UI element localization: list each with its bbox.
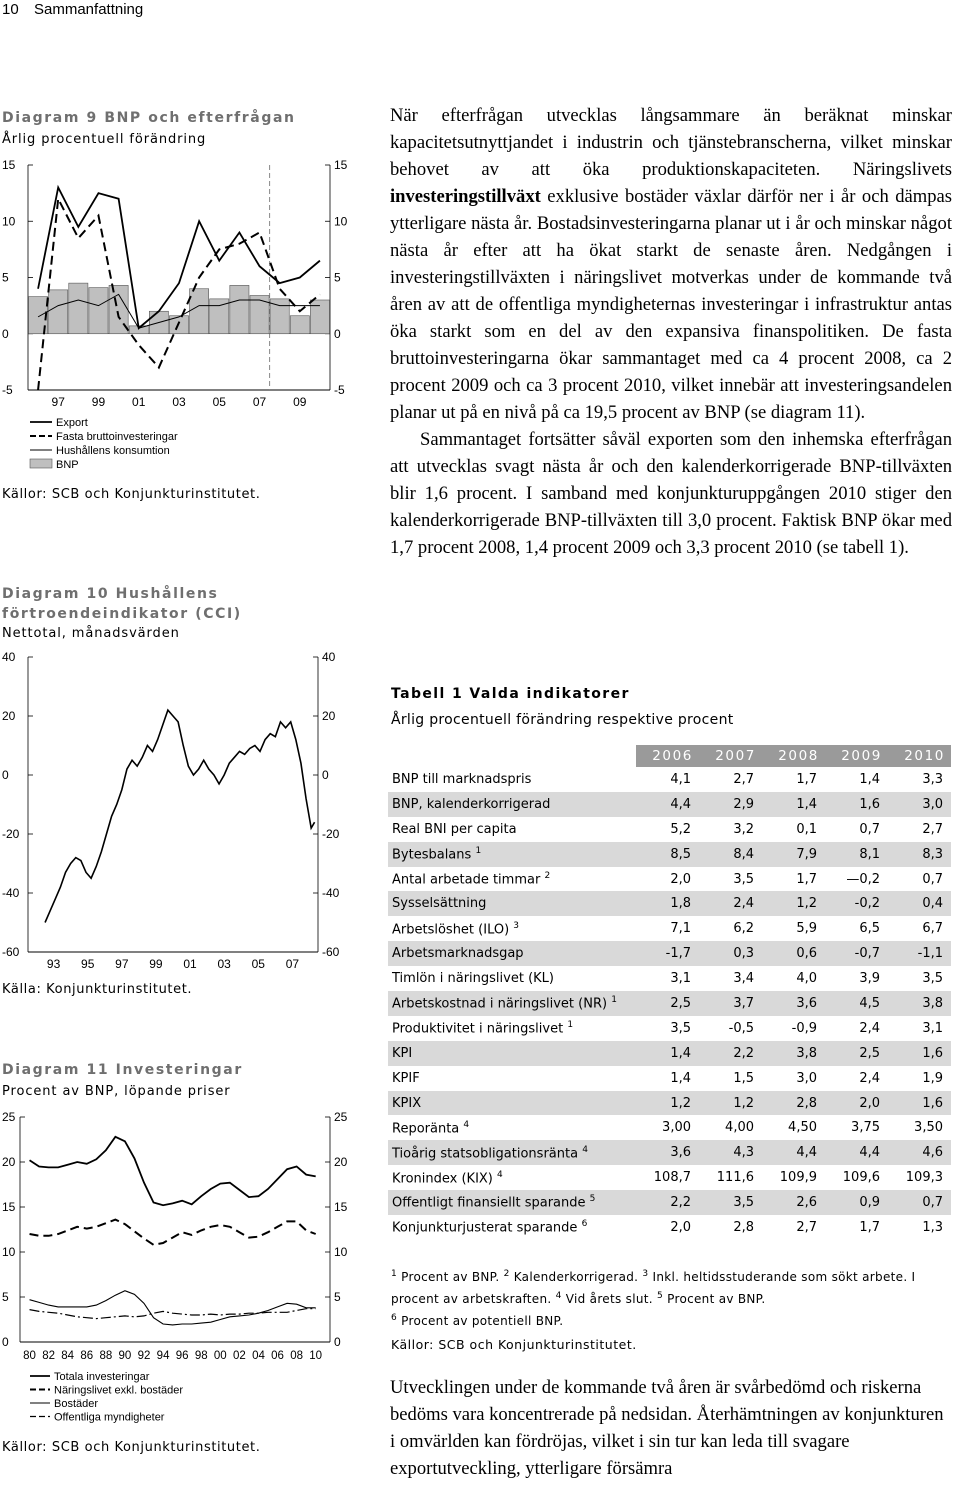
table-cell: 0,7 [859,821,880,837]
x-tick-label: 02 [232,1350,246,1362]
footnote-text: Procent av BNP. [397,1270,504,1284]
row-label [388,792,636,817]
table-cell: 8,5 [636,842,699,867]
row-label-text: KPIF [392,1070,420,1086]
row-label [388,1091,636,1116]
row-label [388,891,636,916]
table-cell: 2,5 [636,991,699,1016]
table-cell: 7,9 [762,842,825,867]
row-footnote-marker: 6 [581,1219,588,1230]
table-cell: 3,5 [922,971,943,987]
legend-label: Fasta bruttoinvesteringar [56,431,178,443]
table-cell: -0,5 [728,1020,754,1036]
y-tick-label-right: -60 [322,945,340,959]
closing-paragraph [390,1374,950,1482]
x-tick-label: 08 [290,1350,304,1362]
table-cell: 3,8 [888,991,951,1016]
table-cell: 4,00 [725,1120,754,1136]
table-cell: 4,4 [636,792,699,817]
body-paragraph-1 [390,102,952,426]
row-label-text: Sysselsättning [392,896,487,912]
table-cell: 3,50 [914,1120,943,1136]
table-cell: 0,9 [825,1190,888,1215]
bnp-bar [69,283,88,334]
bnp-bar [230,285,249,333]
table-cell: 1,6 [825,792,888,817]
investment-line [30,1220,316,1245]
table-cell: 2,8 [762,1091,825,1116]
table-row [388,842,951,867]
row-footnote-marker: 4 [582,1144,588,1155]
diagram11-subtitle: Procent av BNP, löpande priser [2,1084,231,1099]
diagram11-title: Diagram 11 Investeringar [2,1062,243,1078]
y-tick-label-right: 25 [334,1110,348,1124]
row-footnote-marker: 4 [463,1119,470,1130]
table-cell: 111,6 [716,1170,754,1186]
x-tick-label: 90 [118,1350,132,1362]
table-cell: 2,9 [699,792,762,817]
row-label-text: Produktivitet i näringslivet [392,1021,564,1037]
row-label-text: Konjunkturjusterat sparande [392,1220,578,1236]
table-cell: 109,9 [779,1170,817,1186]
table-cell: 1,2 [699,1091,762,1116]
row-label [388,916,636,941]
table-cell: 4,3 [699,1140,762,1165]
table-cell: 2,0 [670,1219,691,1235]
section-title: Sammanfattning [34,1,144,18]
x-tick-label: 86 [80,1350,94,1362]
table-cell: 1,6 [888,1041,951,1066]
y-tick-label-left: 5 [2,270,9,285]
table-row [388,991,951,1016]
table-cell: 2,4 [699,891,762,916]
y-tick-label-left: 15 [2,1200,16,1214]
table-cell: 2,4 [859,1020,880,1036]
table-header-blank [388,745,636,767]
table-cell: 2,6 [762,1190,825,1215]
y-tick-label-right: 0 [322,768,329,782]
table-cell: 4,6 [888,1140,951,1165]
y-tick-label-right: -5 [334,383,345,397]
row-label-text: KPIX [392,1095,422,1111]
y-tick-label-left: 0 [2,326,9,341]
table-cell: 0,1 [796,821,817,837]
table-cell: 0,3 [699,941,762,966]
legend-label: Näringslivet exkl. bostäder [54,1384,184,1397]
x-tick-label: 06 [271,1350,284,1362]
row-footnote-marker: 2 [544,870,551,881]
bnp-bar [290,316,309,334]
x-tick-label: 95 [81,957,95,971]
table-row [388,867,951,892]
x-tick-label: 99 [91,395,106,409]
x-tick-label: 88 [99,1350,113,1362]
x-tick-label: 99 [149,957,163,971]
x-tick-label: 01 [132,395,146,409]
table-cell: 3,6 [636,1140,699,1165]
body-paragraph-1-part-c: exklusive bostäder växlar därför ner i år och dämpas ytterligare nästa år. Bostadsinvesteringarna planar ut i år och minskar något nästa år efter att ha ökat starkt de senaste åren. Nedgången i investeringstillväxten i näringslivet motverkas under de kommande två åren av att de offentliga myndigheternas investeringar i infrastruktur antas öka starkt som en del av den expansiva finanspolitiken. De fasta bruttoinvesteringarna ökar sammantaget med ca 4 procent 2008, ca 2 procent 2009 och ca 3 procent 2010, vilket innebär att investeringsandelen planar ut på en nivå på ca 19,5 procent av BNP (se diagram 11). [390,186,952,423]
x-tick-label: 97 [115,957,129,971]
row-footnote-marker: 1 [611,995,617,1006]
table-cell: 4,1 [670,771,691,787]
x-tick-label: 07 [252,395,267,409]
x-tick-label: 01 [183,957,197,971]
table1-source: Källor: SCB och Konjunkturinstitutet. [391,1337,637,1352]
x-tick-label: 05 [251,957,265,971]
table-cell: 1,2 [636,1091,699,1116]
row-label [388,767,636,792]
cci-line [45,710,315,922]
table-cell: 2,0 [670,871,691,887]
table-cell: -1,1 [888,941,951,966]
table-cell: 8,1 [825,842,888,867]
diagram9-chart [0,150,360,480]
table-header-year: 2010 [888,745,951,767]
table-cell: 1,7 [796,871,817,887]
x-tick-label: 04 [252,1350,265,1362]
table-cell: 2,7 [922,821,943,837]
table-cell: 6,7 [922,921,943,937]
bnp-bar [310,300,329,334]
row-label [388,842,636,867]
table-cell: 1,5 [733,1070,754,1086]
table-cell: 1,4 [670,1070,691,1086]
y-tick-label-right: 0 [334,326,341,341]
footnote-marker: 5 [657,1291,664,1301]
footnote-text: Procent av potentiell BNP. [397,1314,564,1328]
row-label-text: Tioårig statsobligationsränta [392,1145,579,1161]
table-row [388,1215,951,1240]
x-tick-label: 03 [217,957,231,971]
table-cell: 4,0 [796,971,817,987]
row-label [388,991,636,1016]
table-cell: 2,7 [796,1219,817,1235]
footnote-marker: 3 [642,1269,649,1279]
y-tick-label-left: 5 [2,1290,9,1304]
table-header-year: 2006 [636,745,699,767]
table-cell: 1,4 [762,792,825,817]
bnp-bar [49,290,68,334]
y-tick-label-right: 15 [334,1200,348,1214]
row-footnote-marker: 3 [513,920,520,931]
y-tick-label-left: 25 [2,1110,16,1124]
legend-label: Offentliga myndigheter [54,1411,165,1424]
table-cell: 2,8 [733,1219,754,1235]
row-label-text: Kronindex (KIX) [392,1170,493,1186]
table-cell: 2,4 [859,1070,880,1086]
diagram9-source: Källor: SCB och Konjunkturinstitutet. [2,487,261,502]
diagram9-title: Diagram 9 BNP och efterfrågan [2,110,296,126]
table-row [388,1115,951,1140]
footnote-marker: 6 [391,1313,398,1323]
page-number: 10 [2,1,19,18]
table-cell: 1,2 [762,891,825,916]
x-tick-label: 00 [213,1350,227,1362]
table-cell: 3,75 [851,1120,880,1136]
table-cell: 7,1 [670,921,691,937]
table-cell: 3,0 [796,1070,817,1086]
y-tick-label-left: -40 [2,886,20,900]
table-cell: 109,3 [905,1170,943,1186]
diagram11-chart [0,1105,360,1430]
table-cell: 109,6 [842,1170,880,1186]
row-footnote-marker: 1 [567,1020,574,1031]
table-cell: 5,2 [670,821,691,837]
body-keyword: investeringstillväxt [390,186,541,207]
bnp-bar [89,288,108,334]
table-cell: -0,9 [791,1020,817,1036]
table-cell: 1,8 [636,891,699,916]
legend-swatch-bar [30,459,52,468]
table-row [388,941,951,966]
table-row [388,767,951,792]
row-label-text: Arbetsmarknadsgap [392,946,524,962]
table-cell: 1,9 [922,1070,943,1086]
row-label-text: Antal arbetade timmar [392,872,541,888]
y-tick-label-left: 10 [2,214,16,229]
table-cell: 3,4 [733,971,754,987]
table-cell: —0,2 [846,871,880,887]
table-row [388,1041,951,1066]
x-tick-label: 10 [309,1350,323,1362]
table-cell: 3,5 [733,871,754,887]
row-label [388,867,636,892]
table-row [388,1016,951,1041]
row-footnote-marker: 4 [497,1169,503,1180]
footnote-marker: 1 [391,1269,398,1279]
y-tick-label-left: 40 [2,650,16,664]
closing-paragraph-text: Utvecklingen under de kommande två åren är svårbedömd och riskerna bedöms vara koncentrerade på nedsidan. Återhämtningen av konjunkturen i omvärlden kan fördröjas, vilket i sin tur kan leda till svagare exportutveckling, ytterligare försämra [390,1377,944,1479]
row-label-text: BNP, kalenderkorrigerad [392,796,551,812]
row-label-text: Timlön i näringslivet (KL) [392,971,554,987]
diagram9-subtitle: Årlig procentuell förändring [2,132,207,147]
x-tick-label: 93 [46,957,61,971]
y-tick-label-left: -60 [2,945,20,959]
row-label-text: Bytesbalans [392,847,472,863]
body-text [390,102,952,561]
x-tick-label: 09 [293,395,307,409]
y-tick-label-right: -40 [322,886,340,900]
y-tick-label-left: 10 [2,1245,16,1259]
table-cell: 2,2 [636,1190,699,1215]
table-cell: 0,7 [888,1190,951,1215]
footnote-marker: 2 [503,1269,510,1279]
table-row [388,1165,951,1190]
indicator-table [388,745,951,1240]
x-tick-label: 96 [175,1350,189,1362]
row-label-text: Arbetslöshet (ILO) [392,921,510,937]
table-row [388,1091,951,1116]
row-label-text: Reporänta [392,1121,460,1137]
table-cell: -0,7 [825,941,888,966]
diagram10-chart [0,645,360,975]
table-cell: -1,7 [636,941,699,966]
table-row [388,891,951,916]
legend-label: Bostäder [54,1398,99,1410]
table-row [388,1140,951,1165]
table-cell: 3,2 [733,821,754,837]
table-cell: 8,3 [888,842,951,867]
y-tick-label-left: 0 [2,768,9,782]
legend-label: Hushållens konsumtion [56,445,170,457]
investment-line [30,1291,316,1325]
x-tick-label: 03 [172,395,186,409]
table-cell: 4,4 [825,1140,888,1165]
y-tick-label-left: -20 [2,827,20,841]
table-row [388,817,951,842]
body-paragraph-2: Sammantaget fortsätter såväl exporten som den inhemska efterfrågan att utvecklas svagt nästa år och den kalenderkorrigerade BNP-tillväxten blir 1,6 procent. I samband med konjunkturuppgången 2010 stiger den kalenderkorrigerade BNP-tillväxten till 3,0 procent. Faktisk BNP ökar med 1,7 procent 2008, 1,4 procent 2009 och 3,3 procent 2010 (se tabell 1). [390,429,952,558]
footnote-text: Inkl. heltidsstuderande som sökt arbete. I procent av arbetskraften. [391,1270,916,1306]
x-tick-label: 80 [23,1350,36,1362]
footnote-text: Vid årets slut. [561,1292,657,1306]
table-row [388,916,951,941]
table-cell: 3,1 [670,971,691,987]
investment-line [30,1137,316,1205]
table1-subtitle: Årlig procentuell förändring respektive procent [391,712,734,728]
table-cell: 3,9 [859,971,880,987]
table-cell: 1,3 [922,1219,943,1235]
x-tick-label: 82 [42,1350,56,1362]
row-label [388,941,636,966]
row-label [388,1190,636,1215]
row-label-text: Offentligt finansiellt sparande [392,1195,586,1211]
table-cell: 3,5 [670,1020,691,1036]
legend-label: BNP [56,459,79,471]
table-row [388,966,951,991]
x-tick-label: 98 [194,1350,208,1362]
table-cell: 4,5 [825,991,888,1016]
investment-line [30,1309,316,1319]
table-cell: 2,7 [733,771,754,787]
row-label [388,1016,636,1041]
x-tick-label: 84 [61,1350,75,1362]
table-row [388,1066,951,1091]
table-cell: 3,5 [699,1190,762,1215]
table-header-year: 2007 [699,745,762,767]
table-cell: 5,9 [796,921,817,937]
y-tick-label-left: 15 [2,158,16,172]
table1-footnotes [391,1265,960,1331]
table-cell: 1,4 [859,771,880,787]
table-cell: 108,7 [653,1170,691,1186]
y-tick-label-right: 10 [334,214,348,229]
diagram10-source: Källa: Konjunkturinstitutet. [2,982,193,997]
row-label-text: Real BNI per capita [392,821,517,837]
table-cell: 3,8 [762,1041,825,1066]
diagram11-source: Källor: SCB och Konjunkturinstitutet. [2,1440,261,1455]
row-label [388,966,636,991]
table-cell: 4,50 [788,1120,817,1136]
x-tick-label: 05 [212,395,226,409]
table-cell: 1,7 [859,1219,880,1235]
table-cell: 2,5 [825,1041,888,1066]
row-label [388,1140,636,1165]
table-header-year: 2008 [762,745,825,767]
table-cell: 2,0 [825,1091,888,1116]
y-tick-label-left: 20 [2,709,16,723]
bnp-bar [250,296,269,334]
table-cell: 3,7 [699,991,762,1016]
legend-label: Totala investeringar [54,1371,150,1383]
x-tick-label: 97 [51,395,65,409]
y-tick-label-right: 0 [334,1335,341,1349]
diagram10-title-line1: Diagram 10 Hushållens [2,586,219,602]
legend-label: Export [56,417,88,429]
y-tick-label-right: 15 [334,158,348,172]
table-cell: 3,3 [922,771,943,787]
x-tick-label: 07 [285,957,300,971]
row-label [388,1115,636,1140]
y-tick-label-left: 0 [2,1335,9,1349]
row-label-text: BNP till marknadspris [392,771,532,787]
x-tick-label: 92 [137,1350,151,1362]
y-tick-label-right: 5 [334,1290,341,1304]
bnp-bar [190,289,209,334]
table-cell: 3,6 [762,991,825,1016]
footnote-marker: 4 [555,1291,562,1301]
row-label [388,1041,636,1066]
diagram10-subtitle: Nettotal, månadsvärden [2,626,180,641]
table-cell: 3,00 [662,1120,691,1136]
row-label [388,1066,636,1091]
x-tick-label: 94 [156,1350,170,1362]
footnote-text: Kalenderkorrigerad. [509,1270,643,1284]
table-row [388,792,951,817]
row-footnote-marker: 5 [589,1194,596,1205]
table-cell: 0,6 [762,941,825,966]
table1-title: Tabell 1 Valda indikatorer [391,686,630,702]
table-cell: 1,4 [636,1041,699,1066]
table-header-year: 2009 [825,745,888,767]
y-tick-label-right: 5 [334,270,341,285]
table-row [388,1190,951,1215]
y-tick-label-right: 10 [334,1245,348,1259]
body-paragraph-1-part-a: När efterfrågan utvecklas långsammare än beräknat minskar kapacitetsutnyttjandet i industrin och tjänstebranscherna, vilket minskar behovet av att öka produktionskapaciteten. Näringslivets [390,105,952,180]
table-cell: 0,4 [888,891,951,916]
table-cell: 8,4 [699,842,762,867]
table-cell: 1,7 [796,771,817,787]
table-header-row [388,745,951,767]
y-tick-label-left: -5 [2,383,13,397]
table-cell: 3,1 [922,1020,943,1036]
y-tick-label-right: -20 [322,827,340,841]
table-cell: 6,5 [859,921,880,937]
table-cell: 3,0 [888,792,951,817]
table-cell: -0,2 [825,891,888,916]
row-footnote-marker: 1 [475,845,482,856]
table-cell: 6,2 [733,921,754,937]
y-tick-label-right: 20 [334,1155,348,1169]
y-tick-label-right: 20 [322,709,336,723]
table-cell: 0,7 [922,871,943,887]
footnote-text: Procent av BNP. [663,1292,766,1306]
table-cell: 2,2 [699,1041,762,1066]
y-tick-label-left: 20 [2,1155,16,1169]
y-tick-label-right: 40 [322,650,336,664]
row-label-text: KPI [392,1045,413,1061]
table-cell: 4,4 [762,1140,825,1165]
diagram10-title-line2: förtroendeindikator (CCI) [2,606,242,622]
row-label [388,817,636,842]
table-cell: 1,6 [888,1091,951,1116]
row-label-text: Arbetskostnad i näringslivet (NR) [392,996,608,1012]
row-label [388,1215,636,1240]
row-label [388,1165,636,1190]
